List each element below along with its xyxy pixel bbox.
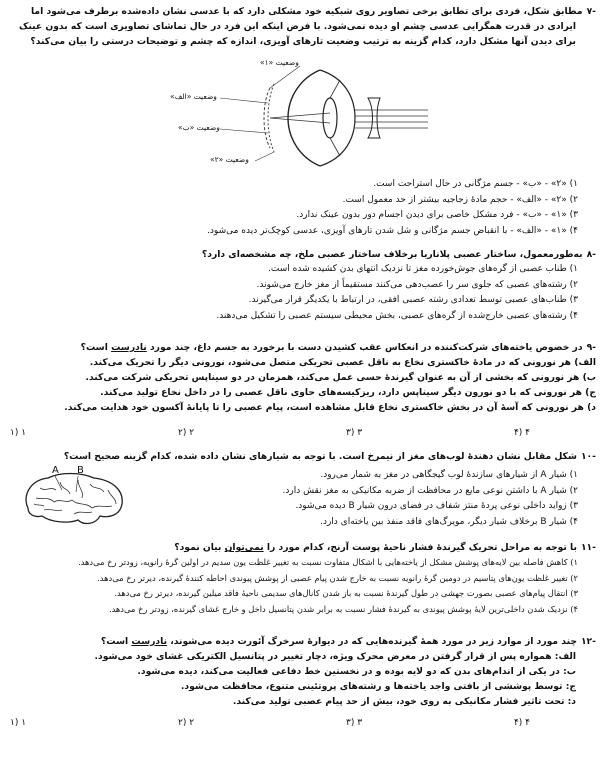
question-10-options xyxy=(116,468,596,530)
choice-3[interactable]: ۲ (۲ xyxy=(178,428,195,438)
statement-alef: الف) هر نورونی که در مادهٔ خاکستری نخاع به ناقل عصبی تحریکی متصل می‌شود، نورونی دیگر را تحریک می‌کند. xyxy=(89,357,596,368)
option-1[interactable]: ۱) شیار A از شیارهای سازندهٔ لوب گیجگاهی در مغز به شمار می‌رود. xyxy=(320,470,578,480)
question-stem: به‌طورمعمول، ساختار عصبی پلاناریا برخلاف ساختار عصبی ملخ، چه مشخصه‌ای دارد؟ xyxy=(201,249,583,260)
label-state-be: وضعیت «ب» xyxy=(178,123,220,132)
question-10 xyxy=(16,449,596,464)
option-3[interactable]: ۳) طناب‌های عصبی توسط تعدادی رشته عصبی افقی، در ارتباط با یکدیگر قرار می‌گیرند. xyxy=(248,295,578,305)
choice-1[interactable]: ۴ (۴ xyxy=(513,428,530,438)
option-2[interactable]: ۲) شیار A با داشتن نوعی مایع در محافظت از ضربه مکانیکی به مغز نقش دارد. xyxy=(282,485,578,496)
statement-be: ب) هر نورونی که بخشی از آن به عنوان گیرندهٔ حسی عمل می‌کند، همزمان در دو سیناپس تحریکی شرکت می‌کند. xyxy=(85,372,596,383)
option-4[interactable]: ۴) «۱» - «الف» - با انقباض جسم مژگانی و شل شدن تارهای آویزی، عدسی کوچک‌تر دیده می‌شود. xyxy=(207,225,578,236)
statement-dal: د) هر نورونی که آسهٔ آن در بخش خاکستری نخاع قابل مشاهده است، پیام عصبی را تا پایانهٔ آکسون خود هدایت می‌کند. xyxy=(64,402,596,413)
question-stem-line: مطابق شکل، فردی برای تطابق برخی تصاویر روی شبکیه خود مشکلی دارد که با عدسی نشان داده‌شده برطرف می‌شود اما xyxy=(30,6,583,17)
question-number: -۸ xyxy=(586,249,596,260)
brain-diagram xyxy=(20,465,130,530)
choice-4[interactable]: ۱ (۱ xyxy=(10,428,27,438)
question-number: -۱۲ xyxy=(580,636,596,647)
question-7-options xyxy=(16,177,596,239)
statement-jim: ج) هر نورونی که با دو نورون دیگر سیناپس دارد، ریزکیسه‌های حاوی ناقل عصبی را در داخل نخاع تولید می‌کند. xyxy=(100,387,596,398)
label-state-2: وضعیت «۲» xyxy=(210,155,249,164)
question-stem-end: بیان نمود؟ xyxy=(174,542,222,553)
option-4[interactable]: ۴) رشته‌های عصبی خارج‌شده از گره‌های عصبی، بخش محیطی سیستم عصبی را تشکیل می‌دهند. xyxy=(216,310,578,321)
choice-1[interactable]: ۴ (۴ xyxy=(513,718,530,728)
brain-illustration xyxy=(20,468,130,530)
label-a: A xyxy=(52,465,59,476)
statement-dal: د: تحت تاثیر فشار مکانیکی به روی خود، بیش از حد پیام عصبی تولید می‌کند. xyxy=(232,696,576,707)
question-stem-line: برای دیدن آنها مشکل دارد، کدام گزینه به ترتیب وضعیت تارهای آویزی، اندازه که چشم و توضیحات درستی را بیان می‌کند؟ xyxy=(30,36,576,47)
option-1[interactable]: ۱) طناب عصبی از گره‌های جوش‌خورده مغز تا نزدیک انتهای بدن کشیده شده است. xyxy=(268,264,578,274)
question-stem-end: است؟ xyxy=(100,636,129,647)
emphasis-word: نمی‌توان xyxy=(224,542,264,553)
question-12 xyxy=(16,634,596,709)
emphasis-word: نادرست xyxy=(131,636,168,647)
question-number: -۱۱ xyxy=(580,542,596,553)
choice-4[interactable]: ۱ (۱ xyxy=(10,718,27,728)
option-1[interactable]: ۱) کاهش فاصله بین لایه‌های پوشش مشکل از یاخته‌هایی با اشکال متفاوت نسبت به تغییر غلظت یون سدیم در اولین گرهٔ رانویه، زودتر رخ می‌دهد. xyxy=(78,557,578,567)
option-4[interactable]: ۴) شیار B برخلاف شیار دیگر، مویرگ‌های فاقد منفذ بین یاخته‌ای دارد. xyxy=(320,516,578,527)
question-stem-end: است؟ xyxy=(80,342,108,353)
option-3[interactable]: ۳) انتقال پیام‌های عصبی بصورت جهشی در طول گیرندهٔ نسبت به باز شدن کانال‌های سدیمی ناحیهٔ فاقد میلین گیرنده، دیرتر رخ می‌دهد. xyxy=(114,588,578,598)
question-stem: شکل مقابل نشان دهندهٔ لوب‌های مغز از نیمرخ است. با توجه به شیارهای نشان داده شده، کدام گزینه صحیح است؟ xyxy=(63,451,577,462)
label-state-1: وضعیت «۱» xyxy=(260,58,299,67)
choice-3[interactable]: ۲ (۲ xyxy=(178,718,195,728)
choice-2[interactable]: ۳ (۳ xyxy=(345,428,363,438)
option-3[interactable]: ۳) زواید داخلی نوعی پردهٔ منتز شفاف در فضای درون شیار B دیده می‌شود. xyxy=(295,501,578,511)
question-12-choices xyxy=(10,718,530,728)
statement-be: ب: در یکی از اندام‌های بدن که دو لایه بوده و در نخستین خط دفاعی فعالیت می‌کند، دیده می‌شود. xyxy=(137,666,576,677)
option-4[interactable]: ۴) نزدیک شدن داخلی‌ترین لایهٔ پوشش پیوندی به گیرندهٔ فشار نسبت به برابر شدن پتانسیل داخل و خارج غشای گیرنده، زودتر رخ می‌دهد. xyxy=(108,603,578,614)
question-number: -۱۰ xyxy=(580,451,596,462)
label-b: B xyxy=(77,465,84,476)
eye-diagram xyxy=(170,58,430,173)
option-2[interactable]: ۲) «۲» - «الف» - حجم مادهٔ زجاجیه بیشتر از حد معمول است. xyxy=(342,194,578,205)
question-11 xyxy=(16,540,596,617)
question-7 xyxy=(16,4,596,49)
question-stem: چند مورد از موارد زیر در مورد همهٔ گیرنده‌هایی که در دیوارهٔ سرخرگ آئورت دیده می‌شوند، xyxy=(170,636,577,647)
option-1[interactable]: ۱) «۲» - «ب» - جسم مژگانی در حال استراحت است. xyxy=(373,179,578,189)
option-2[interactable]: ۲) تغییر غلظت یون‌های پتاسیم در دومین گرهٔ رانویه نسبت به خارج شدن پیام عصبی از پوشش پیوندی احاطه کنندهٔ گیرنده، دیرتر رخ می‌دهد. xyxy=(97,572,578,583)
question-stem: با توجه به مراحل تحریک گیرندهٔ فشار ناحیهٔ پوست آرنج، کدام مورد را xyxy=(266,542,577,553)
question-8 xyxy=(16,247,596,324)
question-stem-line: ایرادی در قدرت همگرایی عدسی چشم او دیده نمی‌شود. با فرض اینکه این فرد در حال تماشای تصاویری است که بدون عینک xyxy=(19,21,576,32)
label-state-alef: وضعیت «الف» xyxy=(170,92,217,101)
question-9-choices xyxy=(10,428,530,438)
statement-jim: ج: توسط پوششی از بافتی واجد یاخته‌ها و رشته‌های پروتئینی متنوع، محافظت می‌شود. xyxy=(180,681,576,692)
eye-illustration xyxy=(170,58,430,173)
statement-alef: الف: همواره پس از قرار گرفتن در معرض محرک ویژه، دچار تغییر در پتانسیل الکتریکی غشای خود می‌شود. xyxy=(94,651,576,662)
option-3[interactable]: ۳) «۱» - «ب» - فرد مشکل خاصی برای دیدن اجسام دور بدون عینک ندارد. xyxy=(296,210,578,220)
emphasis-word: نادرست xyxy=(111,342,147,353)
option-2[interactable]: ۲) رشته‌های عصبی که جلوی سر را عصب‌دهی می‌کنند مستقیماً از مغز خارج می‌شوند. xyxy=(256,279,578,290)
question-9 xyxy=(16,340,596,415)
choice-2[interactable]: ۳ (۳ xyxy=(345,718,363,728)
question-number: -۹ xyxy=(586,342,596,353)
question-number: -۷ xyxy=(586,6,596,17)
question-stem: در خصوص یاخته‌های شرکت‌کننده در انعکاس عقب کشیدن دست با برخورد به جسم داغ، چند مورد xyxy=(149,342,583,353)
